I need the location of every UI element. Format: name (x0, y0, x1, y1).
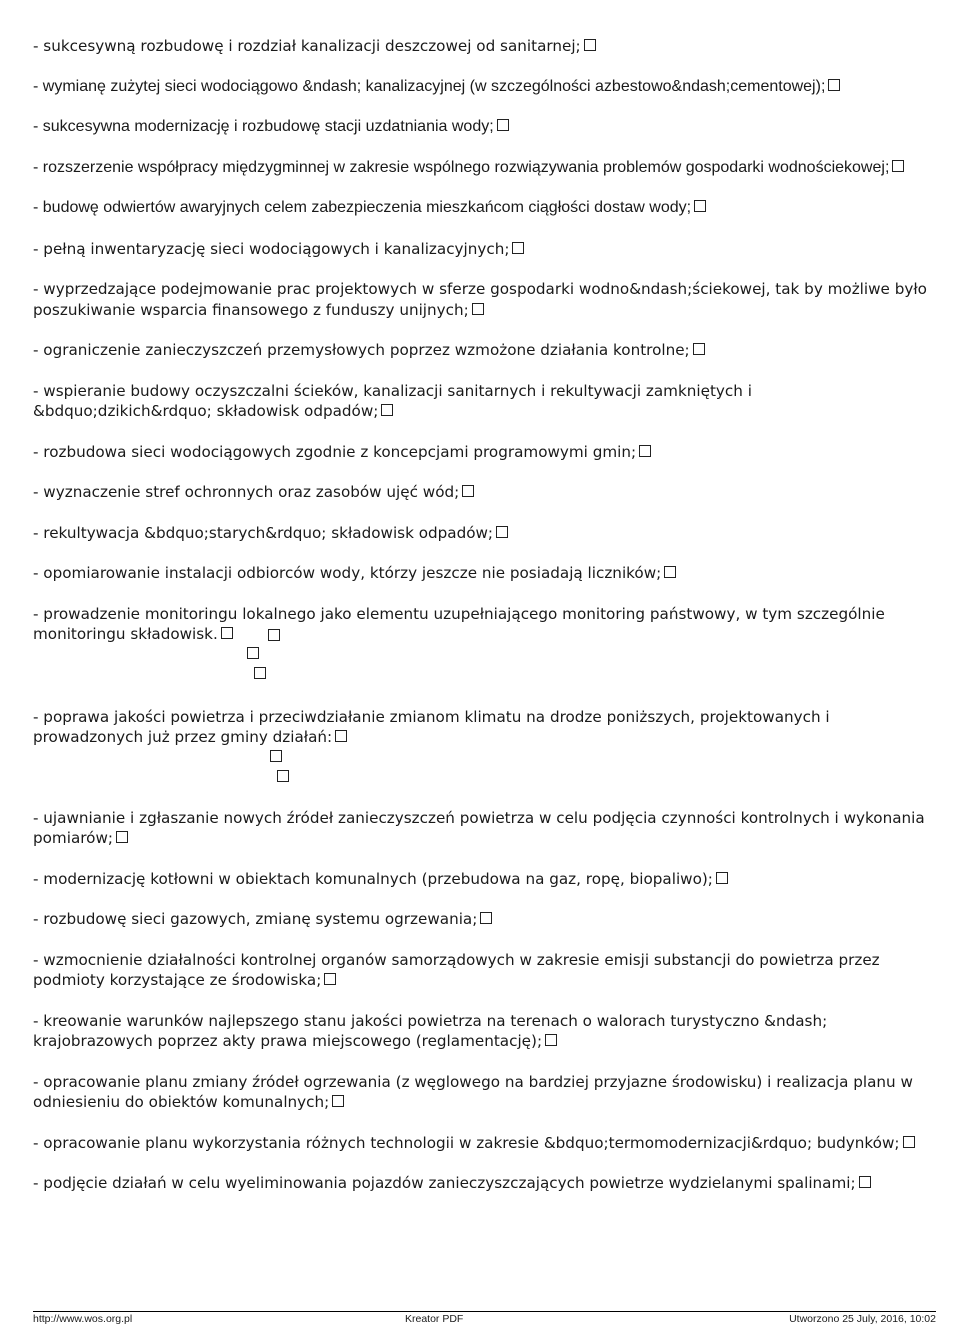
list-item (33, 1133, 933, 1154)
paragraph-text: - opracowanie planu wykorzystania różnych technologii w zakresie &bdquo;termomodernizacji&rdquo; budynków; (33, 1133, 900, 1152)
paragraph-text: - rozszerzenie współpracy międzygminnej w zakresie wspólnego rozwiązywania problemów gospodarki wodnościekowej; (33, 158, 890, 176)
list-item (33, 117, 933, 138)
missing-glyph-icon (332, 1095, 344, 1107)
missing-glyph-icon (892, 160, 904, 172)
paragraph-text: - modernizację kotłowni w obiektach komunalnych (przebudowa na gaz, ropę, biopaliwo); (33, 869, 713, 888)
missing-glyph-icon (639, 445, 651, 457)
footer-creator: Kreator PDF (405, 1313, 464, 1325)
list-item (33, 1173, 933, 1194)
missing-glyph-icon (859, 1176, 871, 1188)
paragraph-text: - pełną inwentaryzację sieci wodociągowych i kanalizacyjnych; (33, 239, 510, 258)
list-item (33, 482, 933, 503)
list-item (33, 950, 933, 991)
list-item (33, 239, 933, 260)
missing-glyph-icon (584, 39, 596, 51)
paragraph-text: - ujawnianie i zgłaszanie nowych źródeł zanieczyszczeń powietrza w celu podjęcia czynności kontrolnych i wykonania pomiarów; (33, 808, 925, 847)
footer-created-date: Utworzono 25 July, 2016, 10:02 (789, 1313, 936, 1325)
missing-glyph-icon (903, 1136, 915, 1148)
page-footer (33, 1311, 936, 1326)
paragraph-text: - wyznaczenie stref ochronnych oraz zasobów ujęć wód; (33, 483, 460, 501)
list-item (33, 869, 933, 890)
paragraph-text: - opomiarowanie instalacji odbiorców wody, którzy jeszcze nie posiadają liczników; (33, 564, 662, 582)
missing-glyph-icon (497, 119, 509, 131)
missing-glyph-icon (254, 667, 266, 679)
list-item (33, 523, 933, 544)
missing-glyph-icon (664, 566, 676, 578)
list-item (33, 158, 933, 179)
list-item (33, 1011, 933, 1052)
paragraph-text: - kreowanie warunków najlepszego stanu jakości powietrza na terenach o walorach turystyczno &ndash; krajobrazowych poprzez akty prawa miejscowego (reglamentację); (33, 1011, 828, 1050)
list-item (33, 381, 933, 422)
missing-glyph-icon (247, 647, 259, 659)
missing-glyph-group (33, 748, 933, 808)
list-item (33, 442, 933, 463)
missing-glyph-icon (462, 485, 474, 497)
missing-glyph-icon (268, 629, 280, 641)
footer-url-link[interactable]: http://www.wos.org.pl (33, 1313, 133, 1325)
missing-glyph-icon (221, 627, 233, 639)
paragraph-text: - ograniczenie zanieczyszczeń przemysłowych poprzez wzmożone działania kontrolne; (33, 341, 690, 359)
paragraph-text: - sukcesywna modernizację i rozbudowę stacji uzdatniania wody; (33, 118, 494, 135)
paragraph-text: - budowę odwiertów awaryjnych celem zabezpieczenia mieszkańcom ciągłości dostaw wody; (33, 199, 692, 216)
missing-glyph-icon (335, 730, 347, 742)
paragraph-text: - rozbudowę sieci gazowych, zmianę systemu ogrzewania; (33, 910, 478, 928)
missing-glyph-icon (472, 303, 484, 315)
paragraph-text: - opracowanie planu zmiany źródeł ogrzewania (z węglowego na bardziej przyjazne środowisku) i realizacja planu w odniesieniu do obiektów komunalnych; (33, 1072, 913, 1111)
paragraph-text: - sukcesywną rozbudowę i rozdział kanalizacji deszczowej od sanitarnej; (33, 37, 581, 55)
list-item (33, 909, 933, 930)
missing-glyph-icon (277, 770, 289, 782)
paragraph-text: - wymianę zużytej sieci wodociągowo &ndash; kanalizacyjnej (w szczególności azbestowo&ndash;cementowej); (33, 77, 826, 95)
missing-glyph-icon (828, 79, 840, 91)
missing-glyph-icon (270, 750, 282, 762)
paragraph-text: - wzmocnienie działalności kontrolnej organów samorządowych w zakresie emisji substancji do powietrza przez podmioty korzystające ze środowiska; (33, 950, 880, 989)
paragraph-text: - wspieranie budowy oczyszczalni ścieków, kanalizacji sanitarnych i rekultywacji zamkniętych i &bdquo;dzikich&rdquo; składowisk odpadów; (33, 381, 752, 420)
missing-glyph-icon (545, 1034, 557, 1046)
list-item (33, 1072, 933, 1113)
list-item (33, 707, 933, 748)
list-item (33, 36, 933, 57)
list-item (33, 604, 933, 645)
missing-glyph-icon (512, 242, 524, 254)
paragraph-text: - poprawa jakości powietrza i przeciwdziałanie zmianom klimatu na drodze poniższych, projektowanych i prowadzonych już przez gminy działań: (33, 707, 830, 746)
list-item (33, 198, 933, 219)
missing-glyph-icon (693, 343, 705, 355)
missing-glyph-icon (480, 912, 492, 924)
missing-glyph-icon (716, 872, 728, 884)
missing-glyph-group (33, 645, 933, 707)
paragraph-text: - rozbudowa sieci wodociągowych zgodnie z koncepcjami programowymi gmin; (33, 442, 637, 461)
list-item (33, 340, 933, 361)
missing-glyph-icon (496, 526, 508, 538)
missing-glyph-icon (116, 831, 128, 843)
missing-glyph-icon (694, 200, 706, 212)
paragraph-text: - podjęcie działań w celu wyeliminowania pojazdów zanieczyszczających powietrze wydzielanymi spalinami; (33, 1174, 856, 1192)
missing-glyph-icon (381, 404, 393, 416)
missing-glyph-icon (324, 973, 336, 985)
list-item (33, 563, 933, 584)
document-body (33, 36, 933, 1214)
list-item (33, 808, 933, 849)
paragraph-text: - prowadzenie monitoringu lokalnego jako elementu uzupełniającego monitoring państwowy, w tym szczególnie monitoringu składowisk. (33, 604, 885, 643)
list-item (33, 279, 933, 320)
paragraph-text: - wyprzedzające podejmowanie prac projektowych w sferze gospodarki wodno&ndash;ściekowej, tak by możliwe było poszukiwanie wsparcia finansowego z funduszy unijnych; (33, 280, 927, 319)
paragraph-text: - rekultywacja &bdquo;starych&rdquo; składowisk odpadów; (33, 523, 494, 542)
list-item (33, 77, 933, 98)
